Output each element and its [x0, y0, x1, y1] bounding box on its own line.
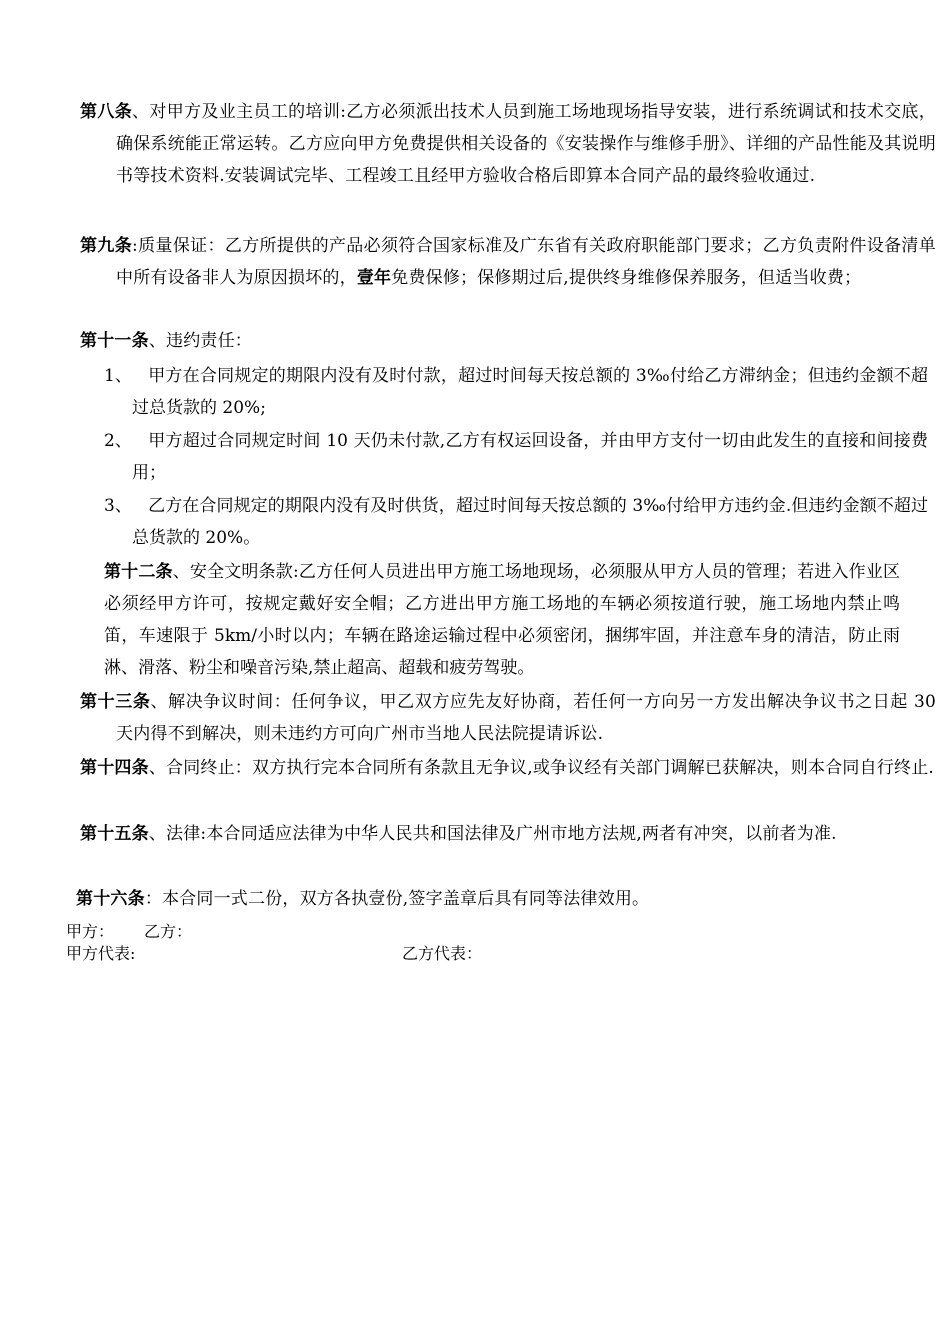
- item-text: 乙方在合同规定的期限内没有及时供货，超过时间每天按总额的 3‰付给甲方违约金.但违约金额不超过总货款的 20%。: [132, 496, 928, 548]
- clause-heading: 第十四条: [80, 758, 149, 778]
- item-number: 1、: [104, 366, 132, 386]
- clause-heading: 第十一条: [80, 331, 149, 351]
- warranty-period: 壹年: [356, 268, 392, 288]
- clause-13: [80, 686, 936, 750]
- list-item: [104, 360, 928, 424]
- party-a-representative-label: 甲方代表:: [66, 944, 136, 963]
- party-b-representative-label: 乙方代表：: [402, 944, 483, 963]
- item-text: 甲方超过合同规定时间 10 天仍未付款,乙方有权运回设备，并由甲方支付一切由此发生的直接和间接费用；: [132, 431, 928, 483]
- item-number: 3、: [104, 496, 132, 516]
- clause-heading: 第十五条: [80, 824, 149, 844]
- clause-8: [80, 96, 936, 192]
- clause-heading: 第九条: [80, 236, 133, 256]
- clause-15: [80, 818, 936, 850]
- clause-text: 、法律:本合同适应法律为中华人民共和国法律及广州市地方法规,两者有冲突，以前者为准.: [148, 824, 837, 844]
- clause-16: [76, 883, 932, 915]
- clause-heading: 第十六条: [76, 889, 145, 909]
- clause-text: 、安全文明条款:乙方任何人员进出甲方施工场地现场，必须服从甲方人员的管理；若进入作业区必须经甲方许可，按规定戴好安全帽；乙方进出甲方施工场地的车辆必须按道行驶，施工场地内禁止鸣笛，车速限于 5km/小时以内；车辆在路途运输过程中必须密闭，捆绑牢固，并注意车身的清洁，防止雨淋、滑落、粉尘和噪音污染,禁止超高、超载和疲劳驾驶。: [104, 562, 900, 678]
- clause-heading: 第十二条: [104, 562, 173, 582]
- clause-text: 、合同终止：双方执行完本合同所有条款且无争议,或争议经有关部门调解已获解决，则本合同自行终止.: [148, 758, 935, 778]
- list-item: [104, 490, 928, 554]
- clause-11: [80, 325, 936, 357]
- clause-14: [80, 752, 936, 784]
- clause-12: [104, 556, 900, 684]
- clause-text: 免费保修；保修期过后,提供终身维修保养服务，但适当收费；: [391, 268, 862, 288]
- clause-text: 、解决争议时间：任何争议，甲乙双方应先友好协商，若任何一方向另一方发出解决争议书之日起 30 天内得不到解决，则未违约方可向广州市当地人民法院提请诉讼.: [116, 692, 936, 744]
- clause-text: 、对甲方及业主员工的培训:乙方必须派出技术人员到施工场地现场指导安装，进行系统调试和技术交底，确保系统能正常运转。乙方应向甲方免费提供相关设备的《安装操作与维修手册》、详细的产品性能及其说明书等技术资料.安装调试完毕、工程竣工且经甲方验收合格后即算本合同产品的最终验收通过.: [116, 102, 936, 186]
- clause-text: :质量保证：乙方所提供的产品必须符合国家标准及广东省有关政府职能部门要求；乙方负责附件设备清单中所有设备非人为原因损坏的，: [116, 236, 936, 288]
- item-number: 2、: [104, 431, 132, 451]
- clause-text: 、违约责任：: [148, 331, 253, 351]
- list-item: [104, 425, 928, 489]
- party-a-label: 甲方：: [66, 922, 115, 941]
- clause-heading: 第八条: [80, 102, 133, 122]
- item-text: 甲方在合同规定的期限内没有及时付款，超过时间每天按总额的 3‰付给乙方滞纳金；但违约金额不超过总货款的 20%;: [132, 366, 928, 418]
- clause-9: [80, 230, 936, 294]
- clause-heading: 第十三条: [80, 692, 151, 712]
- party-b-label: 乙方：: [144, 922, 193, 941]
- clause-text: ：本合同一式二份，双方各执壹份,签字盖章后具有同等法律效用。: [144, 889, 650, 909]
